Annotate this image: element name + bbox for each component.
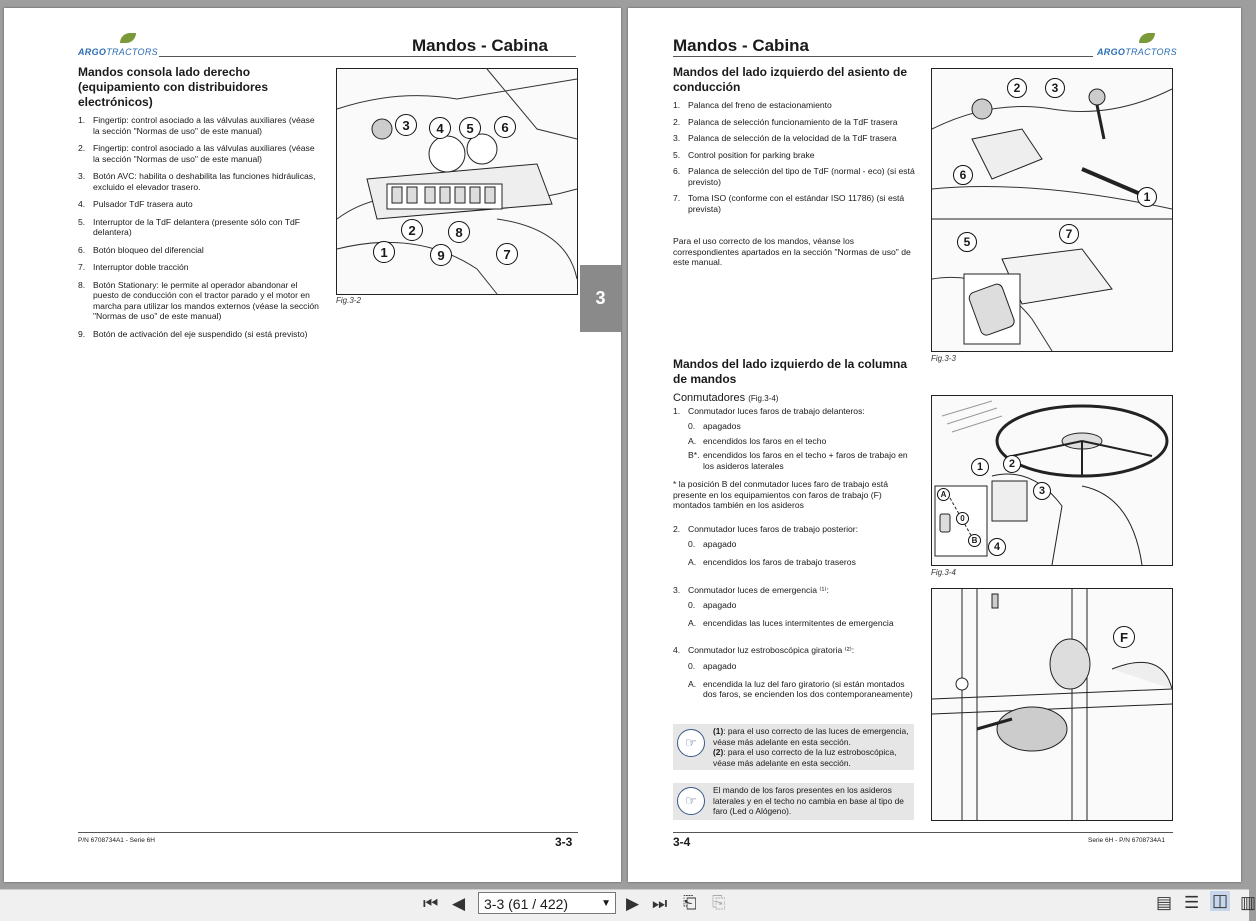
footer-rule [78,832,578,833]
note-box-1: ☞ (1): para el uso correcto de las luces de emergencia, véase más adelante en esta sección. (2): para el uso correcto de la luz estroboscópica, véase más adelante en esta sección. [673,724,914,770]
callout-label: 1 [373,241,395,263]
left-page [4,8,621,882]
list-item: B*. encendidos los faros en el techo + faros de trabajo en los asideros laterales [688,450,908,471]
single-page-view-icon[interactable]: ▤ [1156,893,1173,912]
list-item: 3. Botón AVC: habilita o deshabilita las funciones hidráulicas, excluido el elevador trasero. [78,171,316,192]
argo-tractors-logo: ARGOTRACTORS [1097,47,1177,57]
list-item: 0. apagado [688,661,737,671]
callout-label: 3 [1045,78,1065,98]
list-item: 9. Botón de activación del eje suspendido (si está previsto) [78,328,308,339]
switch-3-options [688,600,916,632]
list-item: 1. Palanca del freno de estacionamiento [673,100,832,110]
last-page-icon[interactable]: ⏭ [652,894,668,913]
switch-1-options [688,421,916,475]
two-page-view-icon[interactable]: ◫ [1212,891,1229,910]
control-list [673,100,915,220]
list-item: 5. Interruptor de la TdF delantera (presente sólo con TdF delantera) [78,216,301,237]
list-item: 0. apagado [688,600,737,610]
header-rule [159,56,576,57]
page-title: Mandos - Cabina [673,36,810,55]
next-view-icon[interactable]: ⎘ [712,893,726,912]
work-light-illustration [932,589,1172,820]
argo-tractors-logo: ARGOTRACTORS [78,47,158,57]
list-item: A. encendidos los faros en el techo [688,435,827,446]
callout-label: 3 [395,114,417,136]
page-select[interactable]: 3-3 (61 / 422) ▼ [478,892,616,914]
callout-label: B [968,534,981,547]
right-page [628,8,1241,882]
list-item: 6. Botón bloqueo del diferencial [78,244,204,255]
list-item: 1. Fingertip: control asociado a las válvulas auxiliares (véase la sección "Normas de uso" de este manual) [78,115,315,136]
part-number: P/N 6708734A1 - Serie 6H [78,837,155,844]
switches-heading: Conmutadores (Fig.3-4) [673,392,779,404]
callout-label: 7 [1059,224,1079,244]
callout-label: 1 [1137,187,1157,207]
list-item: 7. Toma ISO (conforme con el estándar ISO 11786) (si está prevista) [673,193,905,214]
callout-label: 1 [971,458,989,476]
figure-3-5 [931,588,1173,821]
continuous-view-icon[interactable]: ☰ [1184,893,1200,912]
part-number: Serie 6H - P/N 6708734A1 [1088,837,1165,844]
list-item: 4. Pulsador TdF trasera auto [78,199,193,209]
callout-label: 6 [953,165,973,185]
switch-4-options [688,661,916,704]
usage-note: Para el uso correcto de los mandos, véanse los correspondientes apartados en la sección "Normas de uso" de este manual. [673,236,911,267]
chapter-tab: 3 [580,265,621,332]
footer-rule [673,832,1173,833]
switch-3: 3. Conmutador luces de emergencia ⁽¹⁾: [673,585,829,595]
callout-label: 5 [459,117,481,139]
list-item: 6. Palanca de selección del tipo de TdF (normal - eco) (si está previsto) [673,166,915,187]
control-list [78,115,320,346]
callout-label: 4 [988,538,1006,556]
list-item: 2. Palanca de selección funcionamiento de la TdF trasera [673,116,898,127]
callout-label: 3 [1033,482,1051,500]
viewer-toolbar [0,889,1249,921]
page-number: 3-4 [673,835,691,849]
hand-pointer-icon: ☞ [677,729,705,757]
list-item: 7. Interruptor doble tracción [78,262,189,272]
callout-label: 5 [957,232,977,252]
callout-label: 2 [401,219,423,241]
list-item: 2. Fingertip: control asociado a las válvulas auxiliares (véase la sección "Normas de uso" de este manual) [78,143,315,164]
callout-label: A [937,488,950,501]
list-item: 0. apagados [688,421,741,431]
switch-2: 2. Conmutador luces faros de trabajo posterior: [673,524,859,534]
callout-label: 6 [494,116,516,138]
previous-page-icon[interactable]: ◀ [452,894,466,913]
callout-label: 2 [1003,455,1021,473]
left-seat-illustration [932,69,1172,351]
figure-3-3 [931,68,1173,352]
figure-3-4 [931,395,1173,566]
figure-caption: Fig.3-3 [931,354,956,363]
figure-3-2 [336,68,578,295]
callout-label: 2 [1007,78,1027,98]
list-item: A. encendidos los faros de trabajo traseros [688,556,856,567]
switch-1: 1. Conmutador luces faros de trabajo delanteros: [673,406,865,416]
hand-pointer-icon: ☞ [677,787,705,815]
figure-caption: Fig.3-4 [931,568,956,577]
list-item: 0. apagado [688,539,737,549]
callout-label: 0 [956,512,969,525]
list-item: 3. Palanca de selección de la velocidad de la TdF trasera [673,133,897,143]
switch-4: 4. Conmutador luz estroboscópica giratoria ⁽²⁾: [673,645,855,655]
callout-label: F [1113,626,1135,648]
header-rule [673,56,1093,57]
callout-label: 7 [496,243,518,265]
console-illustration [337,69,577,294]
figure-caption: Fig.3-2 [336,296,361,305]
callout-label: 9 [430,244,452,266]
list-item: A. encendidas las luces intermitentes de emergencia [688,617,894,628]
list-item: 5. Control position for parking brake [673,149,815,160]
switch-2-options [688,539,916,571]
next-page-icon[interactable]: ▶ [626,894,640,913]
section-title: Mandos del lado izquierdo de la columna de mandos [673,357,908,386]
page-title: Mandos - Cabina [412,36,549,55]
switch-1-footnote: * la posición B del conmutador luces faro de trabajo está presente en los equipamientos con faros de trabajo (F) montados también en los asideros [673,479,888,510]
section-title: Mandos consola lado derecho (equipamiento con distribuidores electrónicos) [78,65,269,109]
previous-view-icon[interactable]: ⎗ [683,893,697,912]
list-item: 8. Botón Stationary: le permite al operador abandonar el puesto de conducción con el tractor parado y el motor en marcha para utilizar los mandos externos (véase la sección "Normas de uso" de este manual) [78,279,319,321]
callout-label: 8 [448,221,470,243]
list-item: A. encendida la luz del faro giratorio (si están montados dos faros, se encienden los dos contemporaneamente) [688,678,913,699]
two-page-continuous-view-icon[interactable]: ▥ [1240,893,1256,912]
callout-label: 4 [429,117,451,139]
first-page-icon[interactable]: ⏮ [423,894,439,913]
page-number: 3-3 [555,835,573,849]
note-box-2: ☞ El mando de los faros presentes en los asideros laterales y en el techo no cambia en base al tipo de faro (Led o Alógeno). [673,783,914,820]
section-title: Mandos del lado izquierdo del asiento de conducción [673,65,908,94]
